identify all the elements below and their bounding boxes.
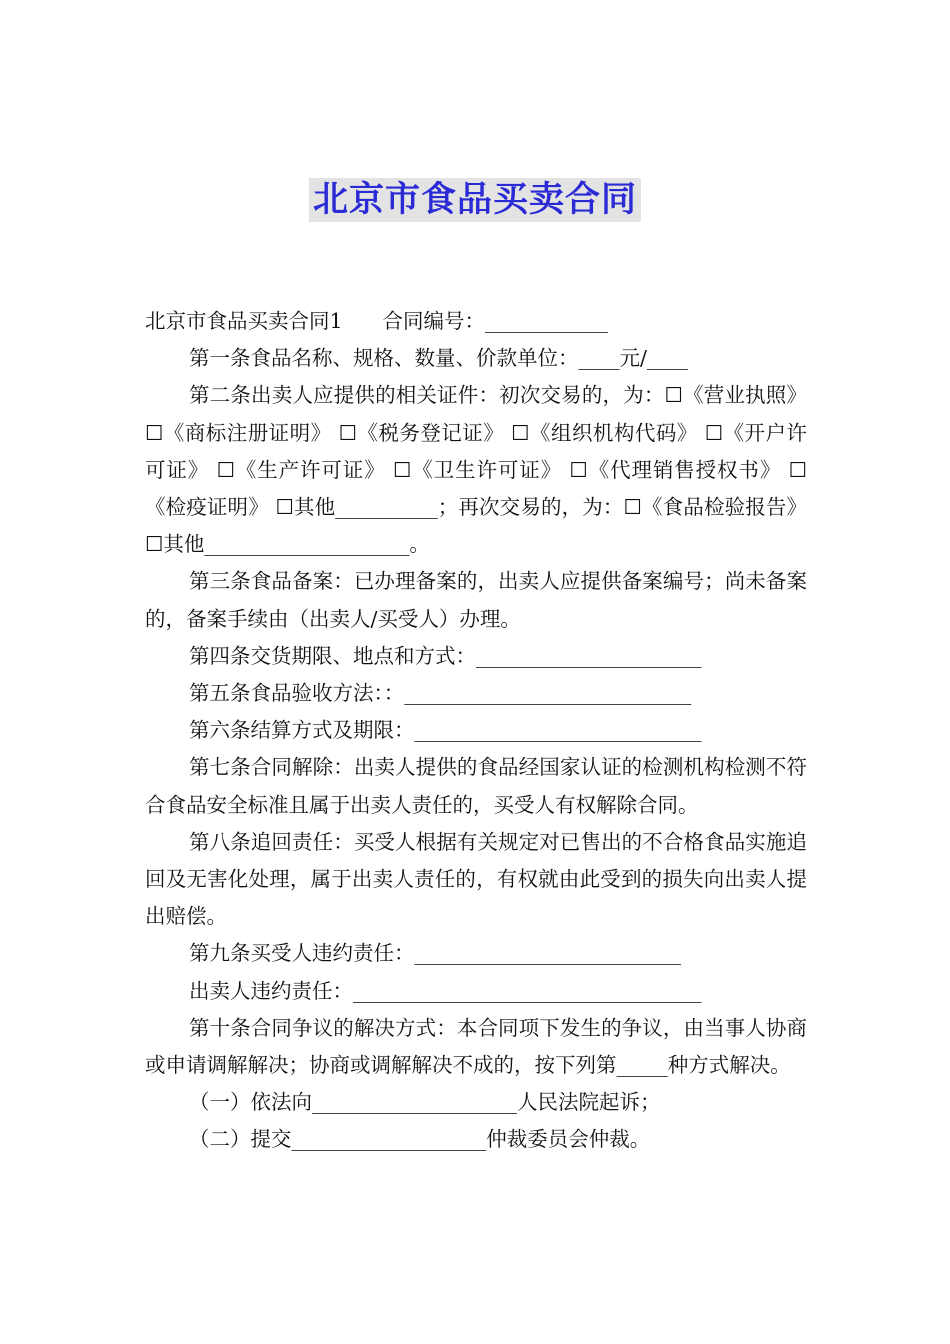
contract-header-line <box>145 303 807 340</box>
contract-body <box>145 303 807 1159</box>
article-4: 第四条交货期限、地点和方式：______________________ <box>189 643 702 668</box>
article-1: 第一条食品名称、规格、数量、价款单位：____元/____ <box>189 346 688 371</box>
article-10: 第十条合同争议的解决方式：本合同项下发生的争议，由当事人协商或申请调解解决；协商或调解解决不成的，按下列第_____种方式解决。 <box>145 1015 807 1078</box>
article-6: 第六条结算方式及期限：____________________________ <box>189 718 702 743</box>
title-container <box>0 178 950 222</box>
dispute-option-2: （二）提交___________________仲裁委员会仲裁。 <box>189 1127 651 1152</box>
contract-name: 北京市食品买卖合同1 <box>145 309 343 333</box>
contract-number: 合同编号：____________ <box>382 309 609 333</box>
document-title: 北京市食品买卖合同 <box>309 178 641 222</box>
article-8: 第八条追回责任：买受人根据有关规定对已售出的不合格食品实施追回及无害化处理，属于出卖人责任的，有权就由此受到的损失向出卖人提出赔偿。 <box>145 829 807 929</box>
article-2: 第二条出卖人应提供的相关证件：初次交易的，为：☐《营业执照》 ☐《商标注册证明》 ☐《税务登记证》 ☐《组织机构代码》 ☐《开户许可证》 ☐《生产许可证》 ☐《卫生许可证》 ☐《代理销售授权书》 ☐《检疫证明》 ☐其他__________；再次交易的，为：☐《食品检验报告》 ☐其他____________________。 <box>145 383 807 557</box>
dispute-option-1: （一）依法向____________________人民法院起诉； <box>189 1090 661 1115</box>
seller-liability: 出卖人违约责任：__________________________________ <box>189 978 702 1003</box>
article-5: 第五条食品验收方法：：____________________________ <box>189 681 692 706</box>
article-3: 第三条食品备案：已办理备案的，出卖人应提供备案编号；尚未备案的，备案手续由（出卖人/买受人）办理。 <box>145 569 807 631</box>
article-9: 第九条买受人违约责任：__________________________ <box>189 941 681 966</box>
article-7: 第七条合同解除：出卖人提供的食品经国家认证的检测机构检测不符合食品安全标准且属于出卖人责任的，买受人有权解除合同。 <box>145 755 807 817</box>
